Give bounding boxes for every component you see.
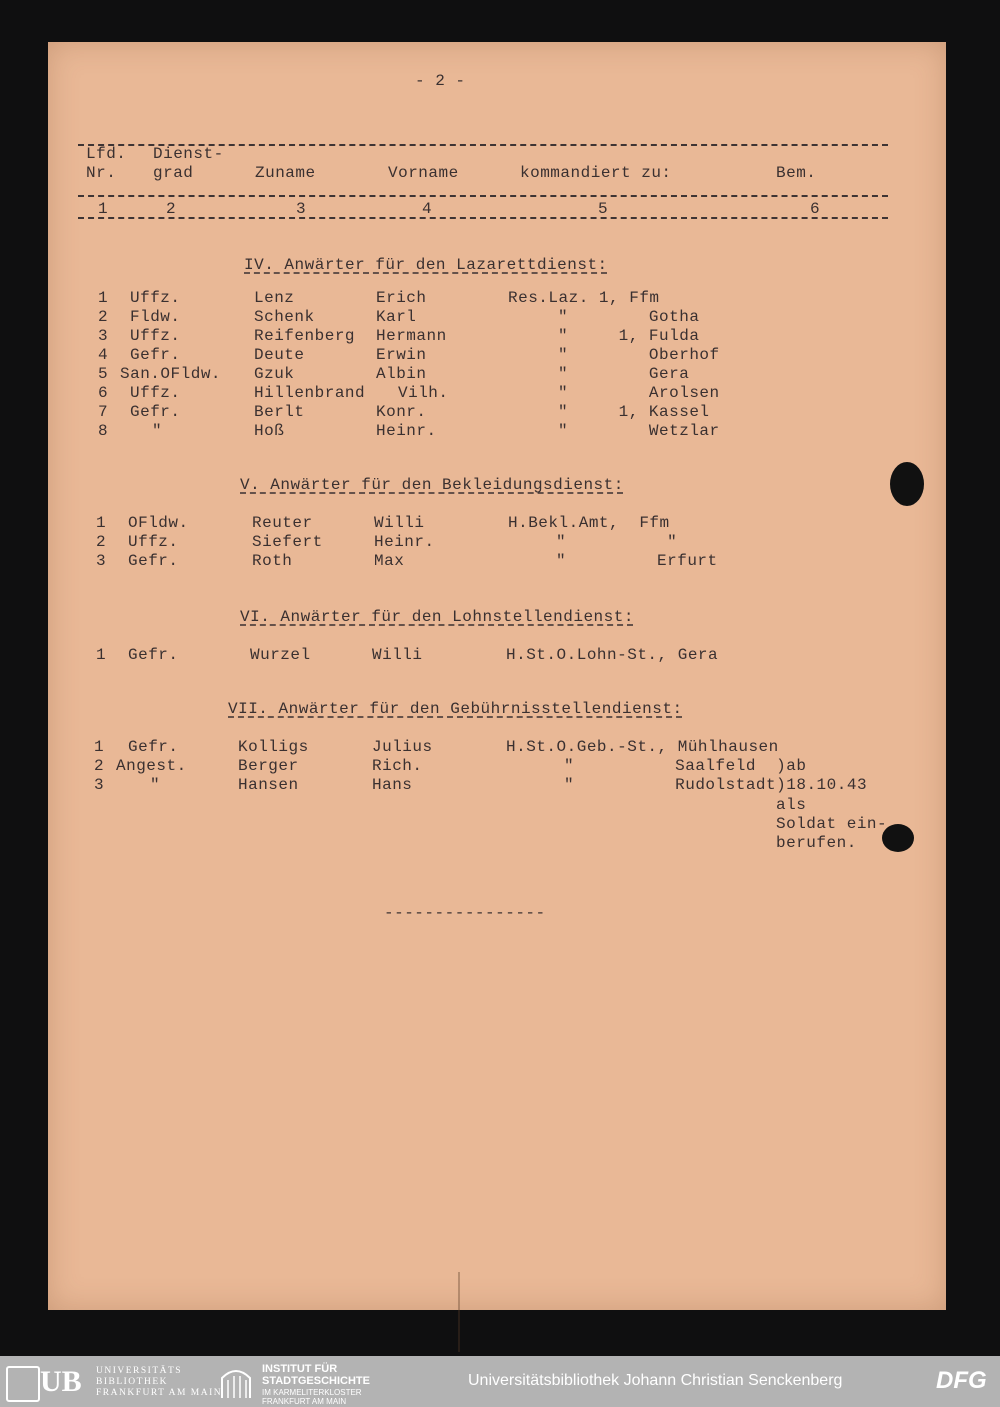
first-name: Rich. — [372, 757, 423, 775]
dfg-logo: DFG — [936, 1367, 987, 1394]
col-num-3: 3 — [296, 200, 307, 218]
first-name: Max — [374, 552, 405, 570]
assignment: " " — [556, 533, 678, 551]
assignment: " Wetzlar — [558, 422, 720, 440]
assignment: Res.Laz. 1, Ffm — [508, 289, 660, 307]
col-num-4: 4 — [422, 200, 433, 218]
rank: " — [152, 422, 163, 440]
institute-emblem-icon — [218, 1364, 254, 1400]
assignment: H.St.O.Lohn-St., Gera — [506, 646, 719, 664]
document-page — [48, 42, 946, 1310]
surname: Deute — [254, 346, 305, 364]
rank: Uffz. — [130, 384, 181, 402]
first-name: Willi — [372, 646, 423, 664]
footer-bar — [0, 1356, 1000, 1407]
row-number: 7 — [98, 403, 109, 421]
ub-emblem-icon — [6, 1366, 40, 1402]
assignment: " Saalfeld )ab — [564, 757, 807, 775]
row-number: 1 — [94, 738, 105, 756]
section-title-bekleidungsdienst: V. Anwärter für den Bekleidungsdienst: — [240, 476, 624, 494]
surname: Reuter — [252, 514, 313, 532]
row-number: 2 — [96, 533, 107, 551]
rank: Gefr. — [128, 552, 179, 570]
surname: Reifenberg — [254, 327, 356, 345]
first-name: Vilh. — [398, 384, 449, 402]
rank: Uffz. — [130, 289, 181, 307]
first-name: Albin — [376, 365, 427, 383]
col-header-dienstgrad: Dienst- grad — [153, 145, 224, 182]
header-rule-bottom — [78, 217, 888, 219]
first-name: Willi — [374, 514, 425, 532]
col-header-zuname: Zuname — [255, 164, 316, 182]
first-name: Hans — [372, 776, 413, 794]
assignment: H.St.O.Geb.-St., Mühlhausen — [506, 738, 779, 756]
surname: Kolligs — [238, 738, 309, 756]
assignment: " Erfurt — [556, 552, 718, 570]
surname: Lenz — [254, 289, 295, 307]
row-number: 2 — [94, 757, 105, 775]
surname: Roth — [252, 552, 293, 570]
institute-subtext: IM KARMELITERKLOSTER FRANKFURT AM MAIN — [262, 1388, 362, 1406]
row-number: 8 — [98, 422, 109, 440]
col-header-kommandiert: kommandiert zu: — [520, 164, 672, 182]
assignment: " Gotha — [558, 308, 700, 326]
assignment: " Gera — [558, 365, 690, 383]
assignment: " 1, Fulda — [558, 327, 700, 345]
header-rule-mid — [78, 195, 888, 197]
row-number: 5 — [98, 365, 109, 383]
rank: Uffz. — [128, 533, 179, 551]
surname: Hoß — [254, 422, 285, 440]
row-number: 1 — [96, 514, 107, 532]
col-num-1: 1 — [98, 200, 109, 218]
assignment: H.Bekl.Amt, Ffm — [508, 514, 670, 532]
first-name: Hermann — [376, 327, 447, 345]
surname: Siefert — [252, 533, 323, 551]
row-number: 1 — [98, 289, 109, 307]
rank: Uffz. — [130, 327, 181, 345]
col-num-5: 5 — [598, 200, 609, 218]
page-number: - 2 - — [415, 72, 466, 90]
surname: Gzuk — [254, 365, 295, 383]
ub-logo: UB — [40, 1365, 82, 1398]
row-number: 3 — [98, 327, 109, 345]
surname: Berlt — [254, 403, 305, 421]
first-name: Julius — [372, 738, 433, 756]
rank: Angest. — [116, 757, 187, 775]
row-number: 1 — [96, 646, 107, 664]
assignment: " Rudolstadt)18.10.43 — [564, 776, 868, 794]
assignment: " Arolsen — [558, 384, 720, 402]
paper-crease — [458, 1272, 460, 1352]
assignment: " 1, Kassel — [558, 403, 710, 421]
rank: Gefr. — [130, 346, 181, 364]
punch-hole-top — [890, 462, 924, 506]
first-name: Konr. — [376, 403, 427, 421]
surname: Wurzel — [250, 646, 311, 664]
surname: Hillenbrand — [254, 384, 366, 402]
rank: OFldw. — [128, 514, 189, 532]
end-rule: ---------------- — [384, 904, 546, 922]
section-title-lohnstellendienst: VI. Anwärter für den Lohnstellendienst: — [240, 608, 634, 626]
section-title-lazarettdienst: IV. Anwärter für den Lazarettdienst: — [244, 256, 608, 274]
remark-einberufen: als Soldat ein- berufen. — [776, 796, 888, 852]
ub-text: UNIVERSITÄTS BIBLIOTHEK FRANKFURT AM MAIN — [96, 1366, 223, 1398]
first-name: Karl — [376, 308, 417, 326]
row-number: 4 — [98, 346, 109, 364]
rank: Gefr. — [128, 738, 179, 756]
first-name: Heinr. — [374, 533, 435, 551]
row-number: 6 — [98, 384, 109, 402]
col-header-vorname: Vorname — [388, 164, 459, 182]
rank: Gefr. — [128, 646, 179, 664]
surname: Hansen — [238, 776, 299, 794]
surname: Schenk — [254, 308, 315, 326]
first-name: Erich — [376, 289, 427, 307]
col-header-lfd-nr: Lfd. Nr. — [86, 145, 127, 182]
col-num-6: 6 — [810, 200, 821, 218]
col-num-2: 2 — [166, 200, 177, 218]
row-number: 2 — [98, 308, 109, 326]
section-title-gebuehrnisstellendienst: VII. Anwärter für den Gebührnisstellendienst: — [228, 700, 683, 718]
row-number: 3 — [94, 776, 105, 794]
first-name: Heinr. — [376, 422, 437, 440]
assignment: " Oberhof — [558, 346, 720, 364]
row-number: 3 — [96, 552, 107, 570]
rank: San.OFldw. — [120, 365, 222, 383]
col-header-bem: Bem. — [776, 164, 817, 182]
rank: Gefr. — [130, 403, 181, 421]
rank: Fldw. — [130, 308, 181, 326]
first-name: Erwin — [376, 346, 427, 364]
institute-text: INSTITUT FÜR STADTGESCHICHTE — [262, 1363, 370, 1387]
library-name: Universitätsbibliothek Johann Christian Senckenberg — [468, 1372, 843, 1389]
surname: Berger — [238, 757, 299, 775]
rank: " — [150, 776, 161, 794]
